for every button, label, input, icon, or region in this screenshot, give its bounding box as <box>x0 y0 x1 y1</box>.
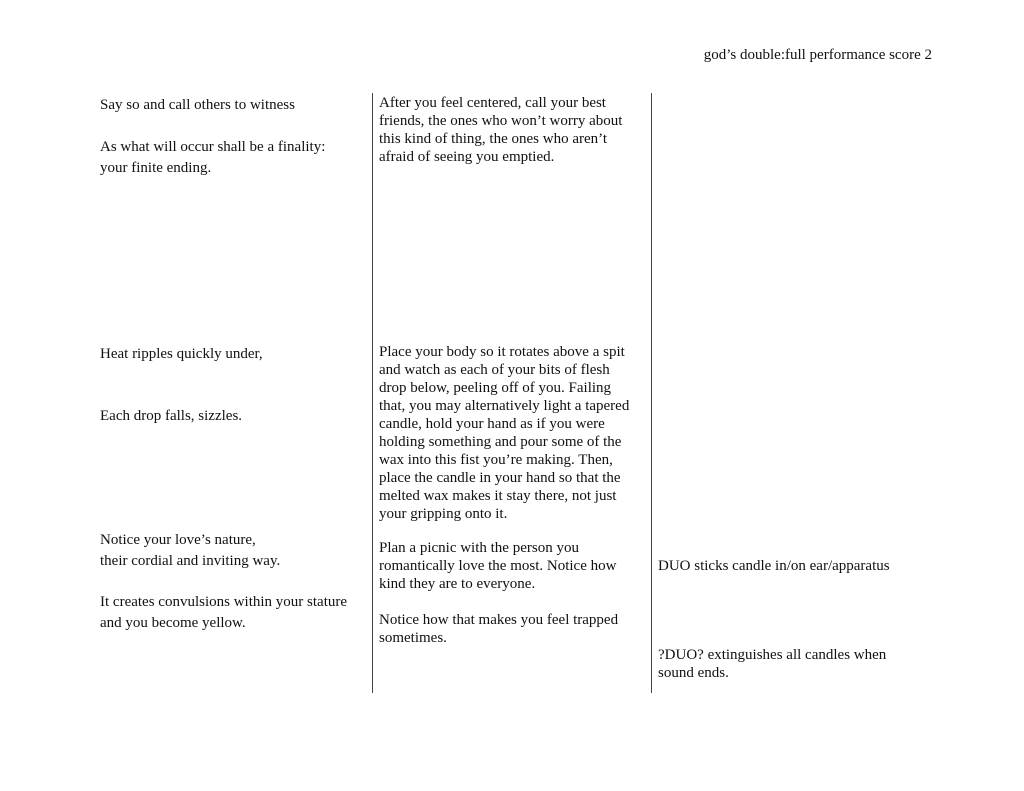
text-line: your finite ending. <box>100 160 212 176</box>
text-line: After you feel centered, call your best <box>379 95 606 111</box>
text-line: wax into this fist you’re making. Then, <box>379 452 613 468</box>
text-line: Plan a picnic with the person you <box>379 540 579 556</box>
page-header: god’s double:full performance score 2 <box>703 47 932 63</box>
text-line: romantically love the most. Notice how <box>379 558 617 574</box>
stage-direction-1 <box>658 557 928 575</box>
poem-stanza-5 <box>100 531 365 570</box>
poem-stanza-4 <box>100 407 365 425</box>
text-line: drop below, peeling off of you. Failing <box>379 380 612 396</box>
poem-stanza-3 <box>100 345 365 363</box>
text-line: holding something and pour some of the <box>379 434 622 450</box>
text-line: sound ends. <box>658 665 729 681</box>
text-line: sometimes. <box>379 630 447 646</box>
column-divider-left <box>372 93 373 693</box>
instruction-block-2 <box>379 343 643 523</box>
text-line: that, you may alternatively light a tapered <box>379 398 630 414</box>
column-divider-right <box>651 93 652 693</box>
text-line: As what will occur shall be a finality: <box>100 139 326 155</box>
text-line: your gripping onto it. <box>379 506 508 522</box>
text-line: Notice your love’s nature, <box>100 532 256 548</box>
text-line: Notice how that makes you feel trapped <box>379 612 619 628</box>
text-line: ?DUO? extinguishes all candles when <box>658 647 887 663</box>
text-line: Place your body so it rotates above a spit <box>379 344 625 360</box>
text-line: kind they are to everyone. <box>379 576 536 592</box>
text-line: place the candle in your hand so that the <box>379 470 621 486</box>
text-line: friends, the ones who won’t worry about <box>379 113 623 129</box>
text-line: and you become yellow. <box>100 615 246 631</box>
text-line: candle, hold your hand as if you were <box>379 416 605 432</box>
text-line: Heat ripples quickly under, <box>100 346 263 362</box>
text-line: afraid of seeing you emptied. <box>379 149 555 165</box>
instruction-block-1 <box>379 94 643 166</box>
text-line: melted wax makes it stay there, not just <box>379 488 617 504</box>
text-line: DUO sticks candle in/on ear/apparatus <box>658 558 890 574</box>
text-line: Each drop falls, sizzles. <box>100 408 243 424</box>
instruction-block-3 <box>379 539 643 593</box>
poem-stanza-2 <box>100 138 365 177</box>
text-line: It creates convulsions within your stature <box>100 594 348 610</box>
poem-stanza-1 <box>100 96 365 114</box>
text-line: and watch as each of your bits of flesh <box>379 362 610 378</box>
stage-direction-2 <box>658 646 928 682</box>
text-line: their cordial and inviting way. <box>100 553 281 569</box>
text-line: Say so and call others to witness <box>100 97 295 113</box>
instruction-block-4 <box>379 611 643 647</box>
text-line: this kind of thing, the ones who aren’t <box>379 131 608 147</box>
poem-stanza-6 <box>100 593 365 632</box>
